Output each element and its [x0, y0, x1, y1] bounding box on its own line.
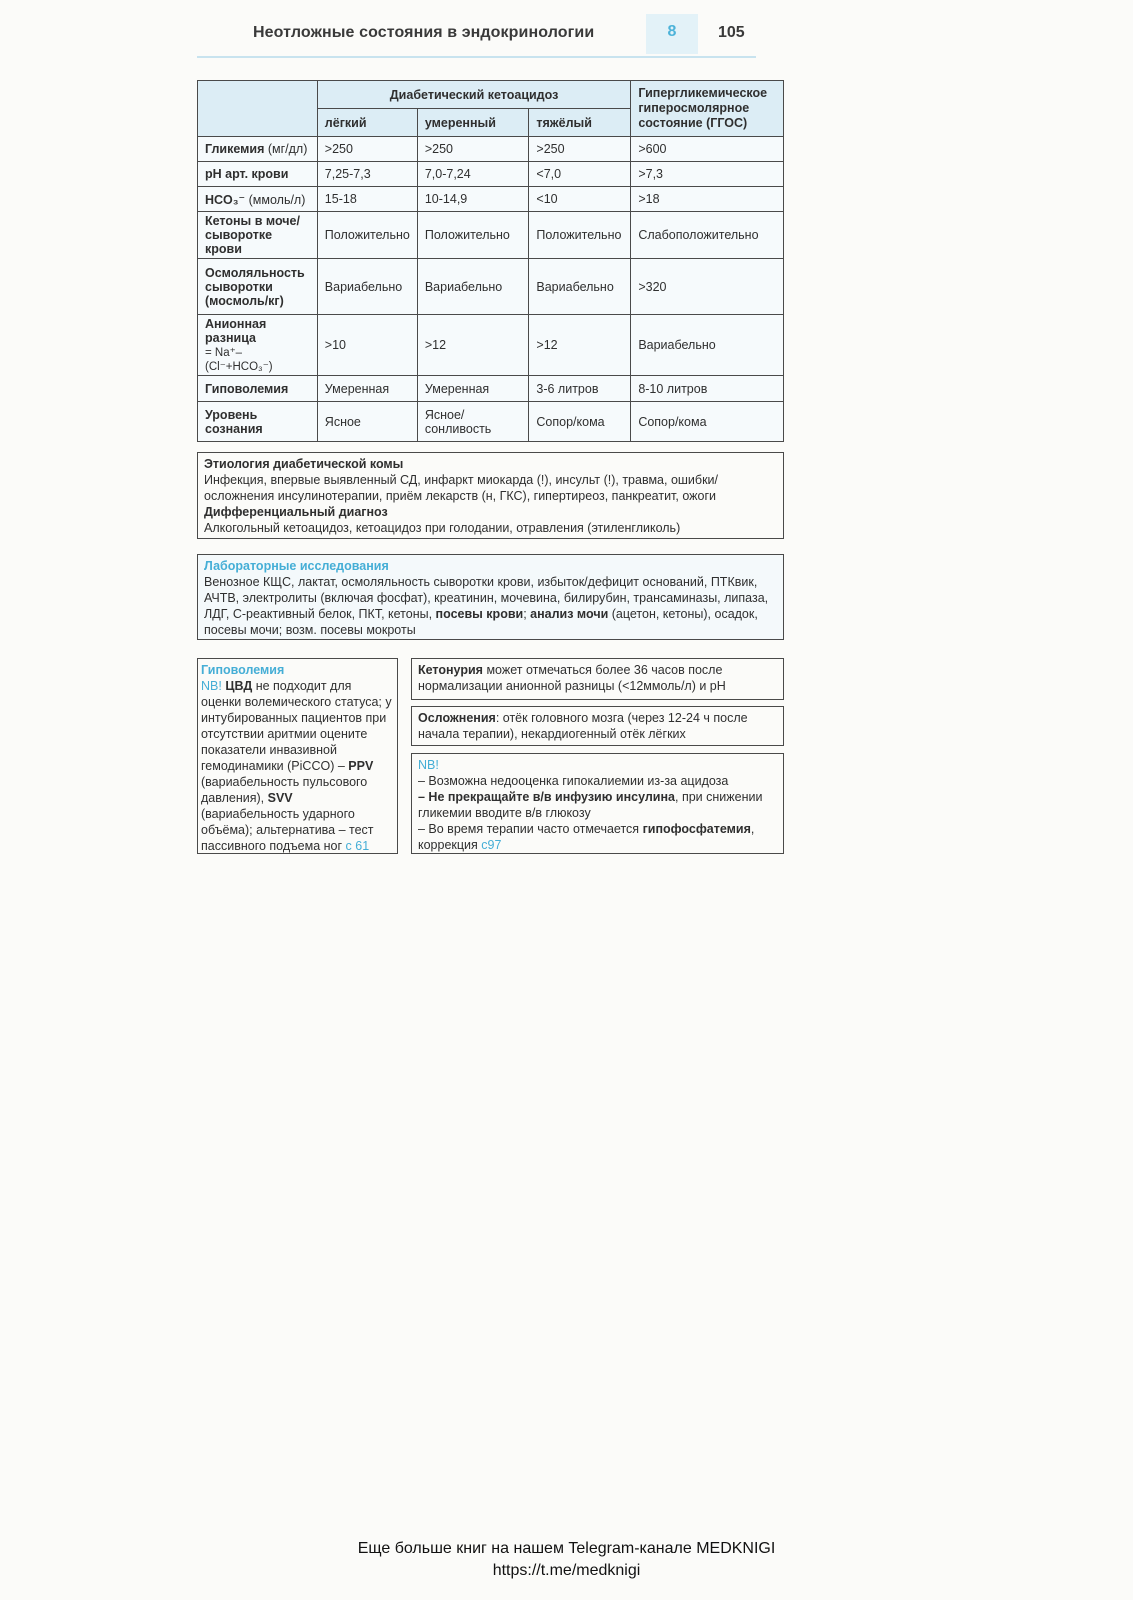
cell: Вариабельно: [529, 259, 631, 315]
subheader-mild: лёгкий: [317, 109, 417, 137]
cell: 7,25-7,3: [317, 162, 417, 187]
table-header-row: [198, 81, 784, 109]
cell: <10: [529, 187, 631, 212]
hypovolemia-title: Гиповолемия: [201, 663, 285, 677]
cell: >12: [417, 315, 529, 376]
cell: >7,3: [631, 162, 784, 187]
cell: Вариабельно: [417, 259, 529, 315]
page-number: 105: [718, 24, 745, 41]
cell: >250: [317, 137, 417, 162]
dka-group-header: Диабетический кетоацидоз: [317, 81, 631, 109]
hypovolemia-text: NB! ЦВД не подходит для оценки волемического статуса; у интубированных пациентов при отсутствии аритмии оцените показатели инвазивной гемодинамики (PiCCO) – PPV (вариабельность пульсового давления), SVV (вариабельность ударного объёма); альтернатива – тест пассивного подъема ног с 61: [201, 679, 392, 853]
row-label: Анионная разница = Na⁺– (Cl⁻+HCO₃⁻): [198, 315, 318, 376]
table-row: [198, 187, 784, 212]
lab-box: [197, 554, 784, 640]
subheader-severe: тяжёлый: [529, 109, 631, 137]
running-title: Неотложные состояния в эндокринологии: [253, 24, 595, 41]
cell: 15-18: [317, 187, 417, 212]
footer-line-1: Еще больше книг на нашем Telegram-канале MEDKNIGI: [357, 1540, 776, 1557]
corner-cell: [198, 81, 318, 137]
cell: >250: [529, 137, 631, 162]
cell: Слабоположительно: [631, 212, 784, 259]
row-label: Осмоляльность сыворотки (мосмоль/кг): [198, 259, 318, 315]
cell: Положительно: [417, 212, 529, 259]
hypovolemia-box: [197, 658, 398, 854]
hhs-group-header: Гипергликемическое гиперосмолярное состояние (ГГОС): [631, 81, 784, 137]
nb-box: [411, 753, 784, 854]
lab-title: Лабораторные исследования: [204, 559, 389, 573]
etiology-box: [197, 452, 784, 539]
cell: >18: [631, 187, 784, 212]
differential-text: Алкогольный кетоацидоз, кетоацидоз при голодании, отравления (этиленгликоль): [204, 521, 681, 535]
differential-title: Дифференциальный диагноз: [204, 505, 388, 519]
cell: Сопор/кома: [529, 402, 631, 442]
cell: 8-10 литров: [631, 376, 784, 402]
cell: >12: [529, 315, 631, 376]
nb-line-1: – Возможна недооценка гипокалиемии из-за ацидоза: [418, 774, 729, 788]
cell: 3-6 литров: [529, 376, 631, 402]
cell: >320: [631, 259, 784, 315]
footer-link[interactable]: https://t.me/medknigi: [492, 1562, 641, 1579]
subheader-moderate: умеренный: [417, 109, 529, 137]
table-row: [198, 212, 784, 259]
cell: Вариабельно: [317, 259, 417, 315]
nb-line-3: – Во время терапии часто отмечается гипофосфатемия, коррекция с97: [418, 822, 755, 852]
cell: Сопор/кома: [631, 402, 784, 442]
row-label: Кетоны в моче/ сыворотке крови: [198, 212, 318, 259]
chapter-number: 8: [646, 14, 698, 54]
cell: >600: [631, 137, 784, 162]
cell: >10: [317, 315, 417, 376]
cell: <7,0: [529, 162, 631, 187]
cell: 7,0-7,24: [417, 162, 529, 187]
etiology-title: Этиология диабетической комы: [204, 457, 404, 471]
cell: >250: [417, 137, 529, 162]
table-row: [198, 259, 784, 315]
row-label: Гиповолемия: [198, 376, 318, 402]
etiology-text: Инфекция, впервые выявленный СД, инфаркт миокарда (!), инсульт (!), травма, ошибки/осложнения инсулинотерапии, приём лекарств (н, ГКС), гипертиреоз, панкреатит, ожоги: [204, 473, 718, 503]
cell: Умеренная: [417, 376, 529, 402]
complications-box: Осложнения: отёк головного мозга (через 12-24 ч после начала терапии), некардиогенный отёк лёгких: [411, 706, 784, 746]
page-reference-link[interactable]: с97: [481, 838, 502, 852]
page-header: [197, 14, 756, 58]
cell: 10-14,9: [417, 187, 529, 212]
table-row: [198, 315, 784, 376]
row-label: pH арт. крови: [198, 162, 318, 187]
nb-line-2: – Не прекращайте в/в инфузию инсулина, при снижении гликемии вводите в/в глюкозу: [418, 790, 763, 820]
footer: [0, 1538, 1133, 1582]
nb-label: NB!: [418, 758, 439, 772]
table-row: [198, 137, 784, 162]
cell: Умеренная: [317, 376, 417, 402]
cell: Ясное/ сонливость: [417, 402, 529, 442]
row-label: HCO₃⁻ (ммоль/л): [198, 187, 318, 212]
cell: Вариабельно: [631, 315, 784, 376]
table-row: [198, 376, 784, 402]
cell: Положительно: [529, 212, 631, 259]
cell: Ясное: [317, 402, 417, 442]
lab-text: Венозное КЩС, лактат, осмоляльность сыворотки крови, избыток/дефицит оснований, ПТКвик, АЧТВ, электролиты (включая фосфат), креатинин, мочевина, билирубин, трансаминазы, липаза, ЛДГ, С-реактивный белок, ПКТ, кетоны, посевы крови; анализ мочи (ацетон, кетоны), осадок, посевы мочи; возм. посевы мокроты: [204, 575, 769, 637]
table-row: [198, 162, 784, 187]
table-row: [198, 402, 784, 442]
comparison-table: [197, 80, 784, 442]
row-label: Гликемия (мг/дл): [198, 137, 318, 162]
ketonuria-box: Кетонурия может отмечаться более 36 часов после нормализации анионной разницы (<12ммоль/л) и pH: [411, 658, 784, 700]
cell: Положительно: [317, 212, 417, 259]
row-label: Уровень сознания: [198, 402, 318, 442]
page-reference-link[interactable]: с 61: [345, 839, 370, 853]
